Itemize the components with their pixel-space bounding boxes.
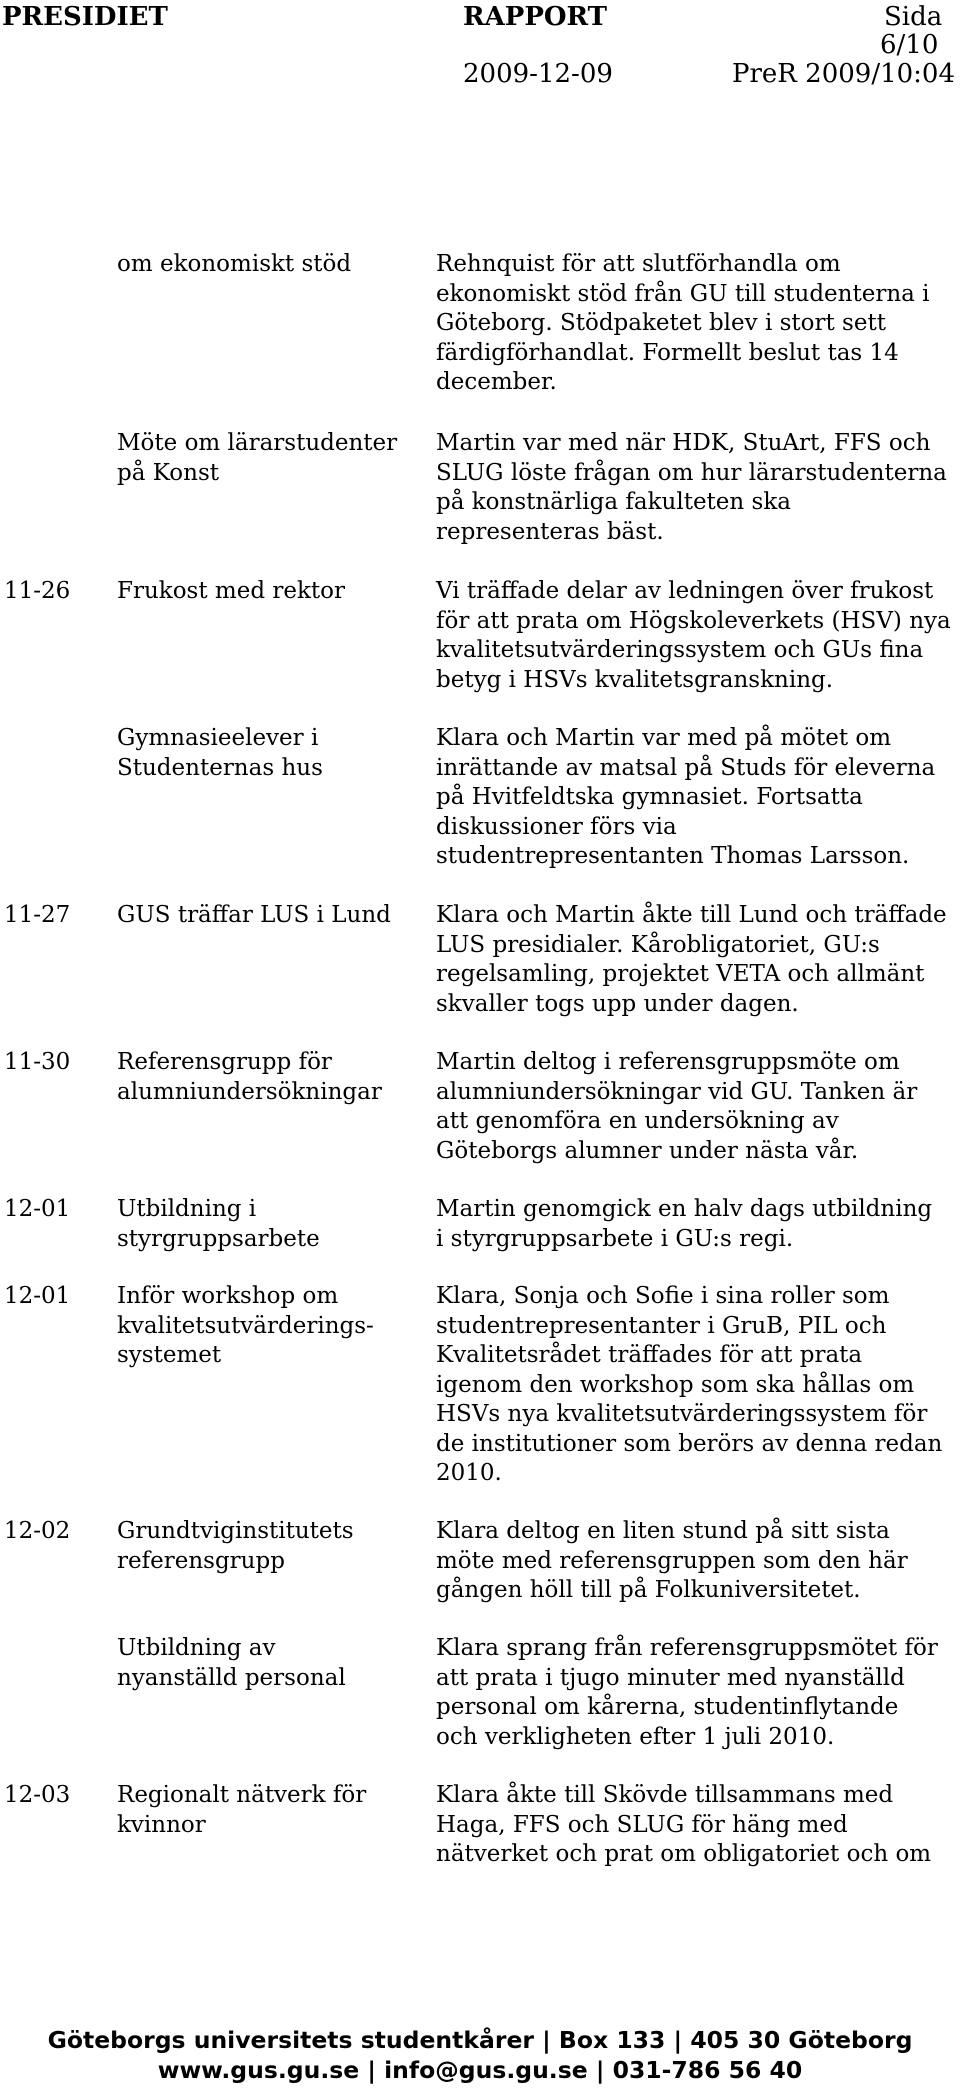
entry-desc-line: inrättande av matsal på Studs för eleverna	[436, 754, 936, 781]
entry-desc-line: att genomföra en undersökning av	[436, 1108, 839, 1134]
entry-desc-line: Martin deltog i referensgruppsmöte om	[436, 1049, 900, 1075]
entry-desc-line: färdigförhandlat. Formellt beslut tas 14	[436, 339, 899, 366]
entry-desc-line: Vi träffade delar av ledningen över frukost	[436, 578, 934, 604]
entry-description	[436, 1634, 956, 1752]
entry-desc-line: regelsamling, projektet VETA och allmänt	[436, 961, 925, 987]
entry-topic	[117, 901, 417, 931]
footer-address: Göteborgs universitets studentkårer | Box 133 | 405 30 Göteborg	[47, 2026, 913, 2054]
entry-desc-line: Kvalitetsrådet träffades för att prata	[436, 1342, 863, 1368]
header-reference: PreR 2009/10:04	[732, 59, 956, 89]
entry-desc-line: personal om kårerna, studentinflytande	[436, 1694, 899, 1720]
entry-topic-line: Regionalt nätverk för	[117, 1782, 367, 1808]
entry-desc-line: studentrepresentanter i GruB, PIL och	[436, 1312, 887, 1339]
entry-topic-line: alumniundersökningar	[117, 1078, 382, 1105]
entry-description	[436, 1282, 956, 1489]
entry-description	[436, 1517, 956, 1606]
entry-topic-line: Gymnasieelever i	[117, 725, 319, 751]
entry-date: 11-27	[4, 902, 71, 928]
entry-date: 12-02	[4, 1518, 71, 1544]
entry-topic	[117, 577, 417, 607]
entry-topic-line: Utbildning i	[117, 1196, 257, 1222]
entry-desc-line: Klara sprang från referensgruppsmötet för	[436, 1635, 938, 1661]
header-org: PRESIDIET	[2, 2, 168, 32]
entry-desc-line: diskussioner förs via	[436, 813, 677, 840]
entry-topic	[117, 1282, 417, 1371]
entry-desc-line: representeras bäst.	[436, 518, 664, 545]
entry-desc-line: igenom den workshop som ska hållas om	[436, 1371, 915, 1398]
entry-desc-line: Göteborgs alumner under nästa vår.	[436, 1137, 859, 1164]
entry-topic	[117, 1634, 417, 1693]
header-page-number: 6/10	[880, 30, 939, 60]
entry-desc-line: på konstnärliga fakulteten ska	[436, 489, 791, 515]
entry-topic	[117, 724, 417, 783]
entry-description	[436, 1048, 956, 1166]
entry-topic-line: Möte om lärarstudenter	[117, 430, 398, 456]
entry-date: 12-01	[4, 1196, 71, 1222]
entry-topic-line: om ekonomiskt stöd	[117, 251, 352, 277]
footer-contact: www.gus.gu.se | info@gus.gu.se | 031-786 56 40	[157, 2056, 803, 2084]
entry-desc-line: Martin var med när HDK, StuArt, FFS och	[436, 430, 931, 456]
entry-desc-line: Klara och Martin åkte till Lund och träffade	[436, 902, 947, 928]
entry-desc-line: alumniundersökningar vid GU. Tanken är	[436, 1078, 918, 1105]
entry-desc-line: Haga, FFS och SLUG för häng med	[436, 1811, 848, 1838]
entry-date: 11-30	[4, 1049, 71, 1075]
entry-desc-line: de institutioner som berörs av denna redan	[436, 1430, 943, 1457]
entry-desc-line: 2010.	[436, 1460, 502, 1486]
entry-topic-line: Grundtviginstitutets	[117, 1518, 354, 1544]
entry-topic	[117, 1195, 417, 1254]
entry-desc-line: Rehnquist för att slutförhandla om	[436, 251, 841, 277]
entry-topic	[117, 1517, 417, 1576]
entry-description	[436, 1195, 956, 1254]
entry-description	[436, 1781, 956, 1870]
entry-desc-line: LUS presidialer. Kårobligatoriet, GU:s	[436, 931, 880, 958]
entry-desc-line: Göteborg. Stödpaketet blev i stort sett	[436, 310, 886, 336]
entry-desc-line: SLUG löste frågan om hur lärarstudenterna	[436, 459, 947, 486]
entry-desc-line: december.	[436, 369, 557, 395]
entry-date: 12-03	[4, 1782, 71, 1808]
entry-topic-line: GUS träffar LUS i Lund	[117, 902, 391, 928]
entry-topic-line: kvalitetsutvärderings-	[117, 1312, 374, 1339]
entry-desc-line: Martin genomgick en halv dags utbildning	[436, 1196, 933, 1222]
entry-desc-line: kvalitetsutvärderingssystem och GUs fina	[436, 637, 924, 663]
entry-desc-line: Klara och Martin var med på mötet om	[436, 725, 892, 751]
entry-desc-line: för att prata om Högskoleverkets (HSV) nya	[436, 607, 951, 634]
entry-desc-line: gången höll till på Folkuniversitetet.	[436, 1577, 861, 1603]
entry-topic	[117, 1048, 417, 1107]
entry-topic-line: Studenternas hus	[117, 754, 323, 781]
entry-desc-line: Klara åkte till Skövde tillsammans med	[436, 1782, 894, 1808]
entry-desc-line: och verkligheten efter 1 juli 2010.	[436, 1723, 835, 1750]
entry-topic-line: kvinnor	[117, 1811, 206, 1838]
entry-topic-line: Utbildning av	[117, 1635, 276, 1661]
entry-topic	[117, 429, 417, 488]
entry-desc-line: HSVs nya kvalitetsutvärderingssystem för	[436, 1401, 928, 1427]
header-doc-type: RAPPORT	[463, 2, 608, 32]
entry-topic-line: på Konst	[117, 459, 220, 486]
entry-description	[436, 901, 956, 1019]
entry-desc-line: studentrepresentanten Thomas Larsson.	[436, 843, 910, 869]
entry-desc-line: Klara, Sonja och Sofie i sina roller som	[436, 1283, 890, 1309]
entry-description	[436, 577, 956, 695]
entry-desc-line: betyg i HSVs kvalitetsgranskning.	[436, 666, 834, 693]
entry-desc-line: nätverket och prat om obligatoriet och om	[436, 1841, 932, 1867]
entry-topic-line: nyanställd personal	[117, 1664, 346, 1691]
header-page-label: Sida	[884, 2, 943, 32]
entry-desc-line: Klara deltog en liten stund på sitt sista	[436, 1518, 890, 1544]
entry-description	[436, 724, 956, 872]
entry-topic	[117, 250, 417, 280]
entry-topic-line: systemet	[117, 1342, 222, 1368]
entry-topic-line: referensgrupp	[117, 1547, 285, 1574]
entry-desc-line: möte med referensgruppen som den här	[436, 1547, 908, 1574]
entry-topic-line: Inför workshop om	[117, 1283, 339, 1309]
entry-topic-line: Frukost med rektor	[117, 578, 345, 604]
entry-description	[436, 250, 956, 398]
header-date: 2009-12-09	[463, 59, 613, 89]
entry-desc-line: i styrgruppsarbete i GU:s regi.	[436, 1225, 794, 1252]
entry-desc-line: skvaller togs upp under dagen.	[436, 990, 799, 1017]
entry-desc-line: på Hvitfeldtska gymnasiet. Fortsatta	[436, 784, 863, 810]
entry-desc-line: ekonomiskt stöd från GU till studenterna i	[436, 280, 930, 307]
entry-desc-line: att prata i tjugo minuter med nyanställd	[436, 1664, 905, 1691]
entry-date: 12-01	[4, 1283, 71, 1309]
entry-topic	[117, 1781, 417, 1840]
entry-topic-line: Referensgrupp för	[117, 1049, 332, 1075]
entry-date: 11-26	[4, 578, 71, 604]
entry-topic-line: styrgruppsarbete	[117, 1225, 320, 1252]
entry-description	[436, 429, 956, 547]
